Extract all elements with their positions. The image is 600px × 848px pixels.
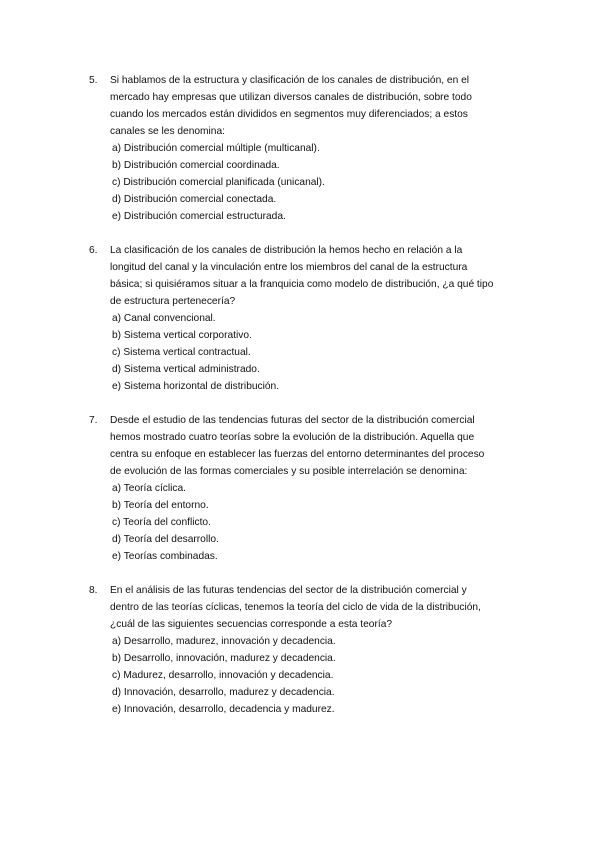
question-line: básica; si quisiéramos situar a la franquicia como modelo de distribución, ¿a qué tipo [110, 279, 494, 290]
answer-options [112, 140, 502, 225]
question-text [110, 242, 505, 310]
question-line: cuando los mercados están divididos en segmentos muy diferenciados; a estos [110, 109, 468, 120]
option-d: d) Distribución comercial conectada. [112, 194, 277, 205]
option-c: c) Madurez, desarrollo, innovación y decadencia. [112, 670, 334, 681]
question-text [110, 412, 505, 480]
question-line: mercado hay empresas que utilizan diversos canales de distribución, sobre todo [110, 92, 472, 103]
option-d: d) Sistema vertical administrado. [112, 364, 260, 375]
option-a: a) Desarrollo, madurez, innovación y decadencia. [112, 636, 336, 647]
question-line: longitud del canal y la vinculación entre los miembros del canal de la estructura [110, 262, 468, 273]
question-line: de evolución de las formas comerciales y su posible interrelación se denomina: [110, 466, 468, 477]
option-b: b) Teoría del entorno. [112, 500, 209, 511]
question-line: ¿cuál de las siguientes secuencias corresponde a esta teoría? [110, 619, 393, 630]
option-a: a) Distribución comercial múltiple (multicanal). [112, 143, 320, 154]
option-e: e) Distribución comercial estructurada. [112, 211, 286, 222]
option-a: a) Teoría cíclica. [112, 483, 186, 494]
question-line: La clasificación de los canales de distribución la hemos hecho en relación a la [110, 245, 463, 256]
question-number: 5. [89, 75, 98, 86]
question-line: hemos mostrado cuatro teorías sobre la evolución de la distribución. Aquella que [110, 432, 475, 443]
question-line: Si hablamos de la estructura y clasificación de los canales de distribución, en el [110, 75, 470, 86]
question-text [110, 72, 505, 140]
option-b: b) Sistema vertical corporativo. [112, 330, 252, 341]
answer-options [112, 480, 502, 565]
question-number: 8. [89, 585, 98, 596]
answer-options [112, 633, 502, 718]
option-d: d) Innovación, desarrollo, madurez y decadencia. [112, 687, 335, 698]
question-line: Desde el estudio de las tendencias futuras del sector de la distribución comercial [110, 415, 475, 426]
answer-options [112, 310, 502, 395]
question-line: centra su enfoque en establecer las fuerzas del entorno determinantes del proceso [110, 449, 485, 460]
option-d: d) Teoría del desarrollo. [112, 534, 219, 545]
option-b: b) Desarrollo, innovación, madurez y decadencia. [112, 653, 336, 664]
question-line: En el análisis de las futuras tendencias del sector de la distribución comercial y [110, 585, 467, 596]
question-number: 6. [89, 245, 98, 256]
question-number: 7. [89, 415, 98, 426]
question-line: dentro de las teorías cíclicas, tenemos la teoría del ciclo de vida de la distribución, [110, 602, 481, 613]
question-text [110, 582, 505, 633]
option-e: e) Innovación, desarrollo, decadencia y madurez. [112, 704, 335, 715]
option-b: b) Distribución comercial coordinada. [112, 160, 280, 171]
question-line: canales se les denomina: [110, 126, 225, 137]
option-c: c) Distribución comercial planificada (unicanal). [112, 177, 325, 188]
option-e: e) Sistema horizontal de distribución. [112, 381, 280, 392]
question-line: de estructura pertenecería? [110, 296, 236, 307]
option-c: c) Teoría del conflicto. [112, 517, 211, 528]
option-c: c) Sistema vertical contractual. [112, 347, 251, 358]
option-a: a) Canal convencional. [112, 313, 216, 324]
option-e: e) Teorías combinadas. [112, 551, 218, 562]
